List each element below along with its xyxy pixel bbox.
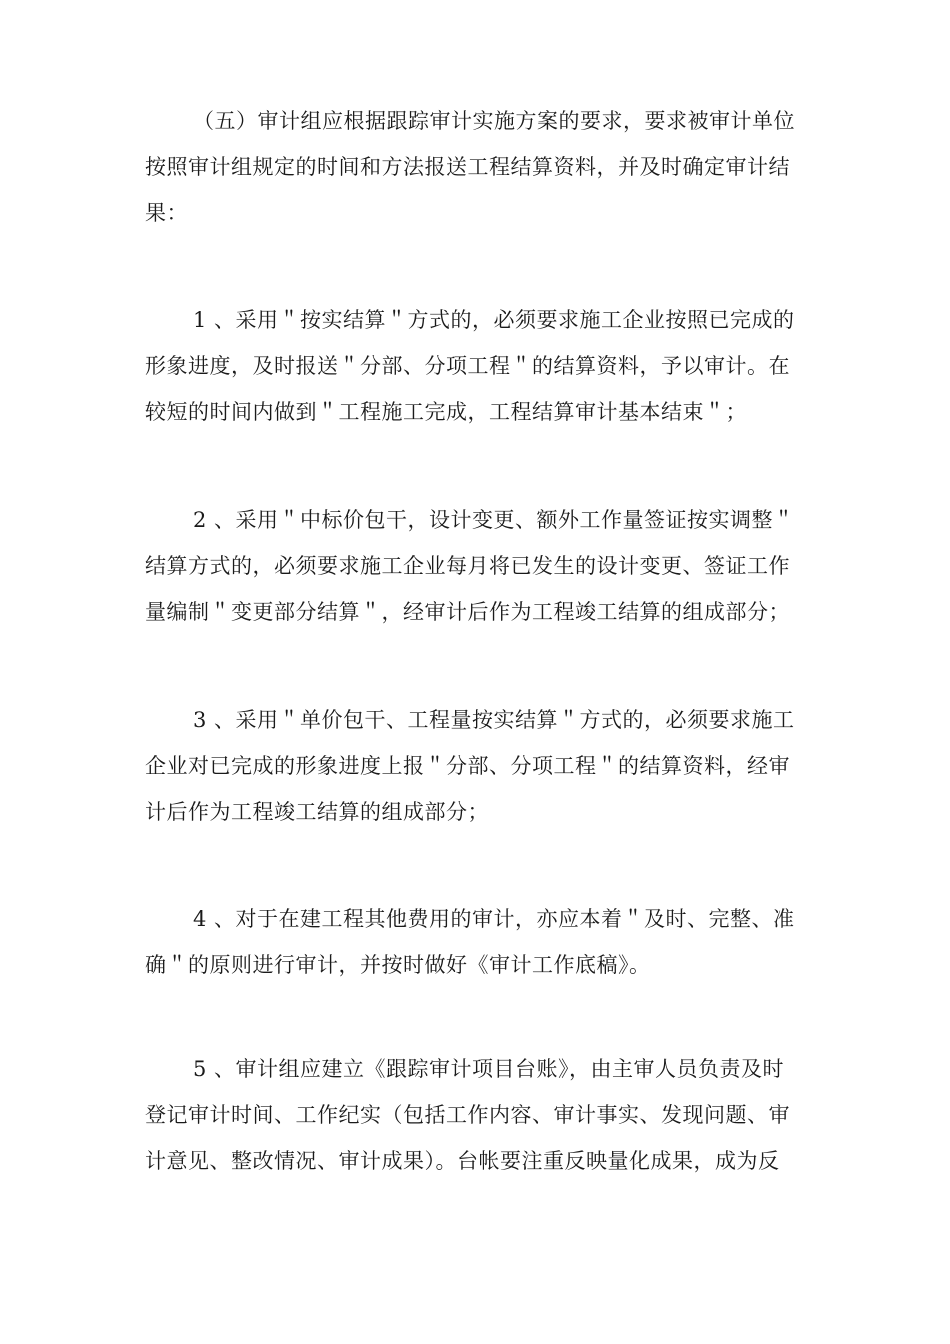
- paragraph-line: 量编制＂变更部分结算＂，经审计后作为工程竣工结算的组成部分；: [145, 600, 790, 624]
- paragraph-item-5: [145, 1046, 825, 1184]
- paragraph-line: 较短的时间内做到＂工程施工完成，工程结算审计基本结束＂；: [145, 400, 747, 424]
- paragraph-line: 3 、采用＂单价包干、工程量按实结算＂方式的，必须要求施工: [193, 708, 795, 732]
- paragraph-line: 2 、采用＂中标价包干，设计变更、额外工作量签证按实调整＂: [193, 508, 795, 532]
- paragraph-item-3: [145, 697, 825, 835]
- paragraph-line: 结算方式的，必须要求施工企业每月将已发生的设计变更、签证工作: [145, 554, 790, 578]
- paragraph-item-2: [145, 497, 825, 635]
- paragraph-line: 企业对已完成的形象进度上报＂分部、分项工程＂的结算资料，经审: [145, 754, 790, 778]
- paragraph-line: 计后作为工程竣工结算的组成部分；: [145, 800, 489, 824]
- paragraph-line: 4 、对于在建工程其他费用的审计，亦应本着＂及时、完整、准: [193, 907, 795, 931]
- paragraph-item-4: [145, 896, 825, 988]
- paragraph-line: 形象进度，及时报送＂分部、分项工程＂的结算资料，予以审计。在: [145, 354, 790, 378]
- paragraph-line: （五）审计组应根据跟踪审计实施方案的要求，要求被审计单位: [193, 109, 795, 133]
- paragraph-section-five: [145, 98, 825, 236]
- paragraph-line: 登记审计时间、工作纪实（包括工作内容、审计事实、发现问题、审: [145, 1103, 790, 1127]
- paragraph-line: 果：: [145, 201, 188, 225]
- paragraph-line: 按照审计组规定的时间和方法报送工程结算资料，并及时确定审计结: [145, 155, 790, 179]
- paragraph-line: 确＂的原则进行审计，并按时做好《审计工作底稿》。: [145, 953, 651, 977]
- paragraph-item-1: [145, 297, 825, 435]
- paragraph-line: 1 、采用＂按实结算＂方式的，必须要求施工企业按照已完成的: [193, 308, 795, 332]
- paragraph-line: 5 、审计组应建立《跟踪审计项目台账》，由主审人员负责及时: [193, 1057, 785, 1081]
- paragraph-line: 计意见、整改情况、审计成果）。台帐要注重反映量化成果，成为反: [145, 1149, 780, 1173]
